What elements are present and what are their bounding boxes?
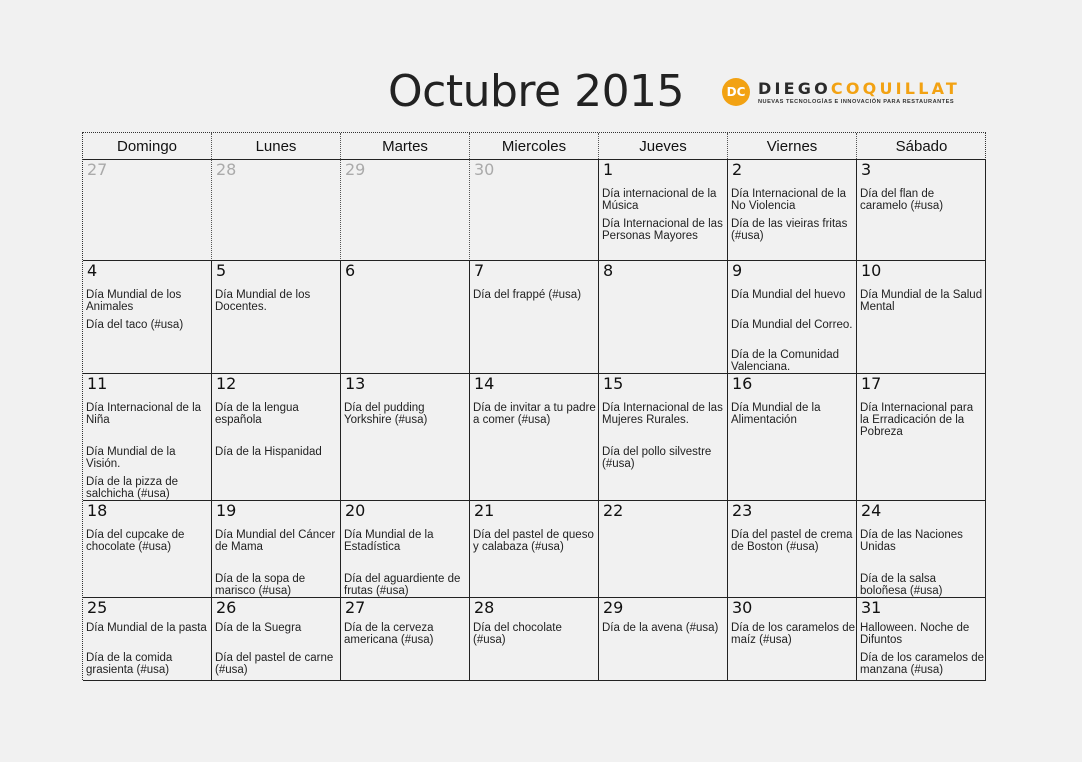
day-cell[interactable]	[727, 597, 857, 681]
day-cell[interactable]	[727, 373, 857, 501]
day-number: 19	[216, 501, 237, 520]
weekday-header: Domingo	[83, 133, 212, 159]
logo-name-part2: COQUILLAT	[830, 78, 961, 98]
day-cell[interactable]	[727, 500, 857, 598]
event-text: Día Mundial de los Animales	[86, 289, 182, 313]
event-text: Día Mundial de la Alimentación	[731, 402, 821, 426]
event-text: Día de la Suegra	[215, 622, 302, 634]
calendar-grid	[82, 132, 986, 680]
day-cell[interactable]	[340, 159, 470, 261]
day-cell[interactable]	[469, 159, 599, 261]
event-text: Día Mundial de la pasta	[86, 622, 207, 634]
day-cell[interactable]	[598, 260, 728, 374]
day-cell[interactable]	[211, 373, 341, 501]
day-number: 20	[345, 501, 366, 520]
day-cell[interactable]	[856, 159, 986, 261]
day-number: 6	[345, 261, 356, 280]
event-text: Día Mundial del Cáncer de Mama	[215, 529, 336, 553]
event-text: Día internacional de la Música	[602, 188, 717, 212]
day-number: 16	[732, 374, 753, 393]
day-cell[interactable]	[856, 597, 986, 681]
logo-name-part1: DIEGO	[758, 78, 831, 98]
day-cell[interactable]	[598, 159, 728, 261]
event-text: Día del pudding Yorkshire (#usa)	[344, 402, 428, 426]
day-number: 1	[603, 160, 614, 179]
day-cell[interactable]	[211, 159, 341, 261]
page-title: Octubre 2015	[388, 66, 685, 117]
event-text: Día del taco (#usa)	[86, 319, 184, 331]
day-number: 11	[87, 374, 108, 393]
event-text: Día del cupcake de chocolate (#usa)	[86, 529, 185, 553]
day-cell[interactable]	[83, 159, 212, 261]
day-number: 28	[216, 160, 237, 179]
day-cell[interactable]	[598, 500, 728, 598]
day-number: 7	[474, 261, 485, 280]
event-text: Día del pastel de queso y calabaza (#usa)	[473, 529, 594, 553]
day-cell[interactable]	[469, 260, 599, 374]
event-text: Día Mundial del huevo	[731, 289, 846, 301]
weekday-header: Viernes	[728, 133, 857, 159]
day-number: 22	[603, 501, 624, 520]
day-number: 14	[474, 374, 495, 393]
day-number: 23	[732, 501, 753, 520]
event-text: Día de la pizza de salchicha (#usa)	[86, 476, 179, 500]
day-cell[interactable]	[856, 373, 986, 501]
day-cell[interactable]	[211, 500, 341, 598]
day-cell[interactable]	[598, 597, 728, 681]
day-number: 4	[87, 261, 98, 280]
event-text: Halloween. Noche de Difuntos	[860, 622, 970, 646]
day-number: 29	[345, 160, 366, 179]
day-cell[interactable]	[83, 260, 212, 374]
weekday-header: Sábado	[895, 137, 948, 155]
day-cell[interactable]	[340, 597, 470, 681]
day-cell[interactable]	[469, 373, 599, 501]
weekday-header: Martes	[341, 133, 470, 159]
logo-badge-icon: DC	[722, 78, 750, 106]
event-text: Día de los caramelos de maíz (#usa)	[731, 622, 856, 646]
day-cell[interactable]	[727, 260, 857, 374]
day-cell[interactable]	[83, 597, 212, 681]
day-number: 15	[603, 374, 624, 393]
day-cell[interactable]	[340, 373, 470, 501]
event-text: Día del frappé (#usa)	[473, 289, 582, 301]
day-number: 17	[861, 374, 882, 393]
day-number: 9	[732, 261, 743, 280]
day-number: 12	[216, 374, 237, 393]
event-text: Día de invitar a tu padre a comer (#usa)	[473, 402, 596, 426]
brand-logo	[722, 78, 960, 106]
weekday-header: Miercoles	[470, 133, 599, 159]
day-number: 25	[87, 598, 108, 617]
event-text: Día de las Naciones Unidas	[860, 529, 963, 553]
event-text: Día del flan de caramelo (#usa)	[860, 188, 944, 212]
day-cell[interactable]	[856, 260, 986, 374]
logo-name	[758, 80, 960, 98]
day-number: 26	[216, 598, 237, 617]
day-cell[interactable]	[83, 373, 212, 501]
day-cell[interactable]	[727, 159, 857, 261]
event-text: Día del chocolate (#usa)	[473, 622, 562, 646]
event-text: Día Internacional de las Mujeres Rurales.	[602, 402, 723, 426]
event-text: Día de la lengua española	[215, 402, 299, 426]
day-number: 3	[861, 160, 872, 179]
day-number: 30	[732, 598, 753, 617]
logo-text	[758, 80, 960, 105]
event-text: Día Internacional de la No Violencia	[731, 188, 847, 212]
day-cell[interactable]	[83, 500, 212, 598]
event-text: Día Mundial de la Salud Mental	[860, 289, 983, 313]
day-number: 27	[87, 160, 108, 179]
day-number: 8	[603, 261, 614, 280]
event-text: Día de la comida grasienta (#usa)	[86, 652, 173, 676]
event-text: Día de los caramelos de manzana (#usa)	[860, 652, 985, 676]
day-number: 31	[861, 598, 882, 617]
event-text: Día del pastel de carne (#usa)	[215, 652, 334, 676]
event-text: Día Internacional de las Personas Mayores	[602, 218, 723, 242]
event-text: Día Mundial de la Visión.	[86, 446, 176, 470]
day-cell[interactable]	[598, 373, 728, 501]
day-cell[interactable]	[211, 260, 341, 374]
day-number: 28	[474, 598, 495, 617]
event-text: Día del pastel de crema de Boston (#usa)	[731, 529, 853, 553]
day-number: 27	[345, 598, 366, 617]
event-text: Día Mundial del Correo.	[731, 319, 853, 331]
weekday-header: Lunes	[212, 133, 341, 159]
event-text: Día Internacional para la Erradicación de la Pobreza	[860, 402, 974, 438]
event-text: Día de las vieiras fritas (#usa)	[731, 218, 848, 242]
event-text: Día Mundial de los Docentes.	[215, 289, 311, 313]
event-text: Día de la sopa de marisco (#usa)	[215, 573, 306, 597]
day-cell[interactable]	[856, 500, 986, 598]
day-number: 13	[345, 374, 366, 393]
day-number: 24	[861, 501, 882, 520]
logo-tagline: NUEVAS TECNOLOGÍAS E INNOVACIÓN PARA RESTAURANTES	[758, 98, 955, 105]
day-number: 5	[216, 261, 227, 280]
day-number: 10	[861, 261, 882, 280]
day-number: 29	[603, 598, 624, 617]
event-text: Día Mundial de la Estadística	[344, 529, 434, 553]
day-cell[interactable]	[211, 597, 341, 681]
day-cell[interactable]	[469, 597, 599, 681]
day-cell[interactable]	[340, 500, 470, 598]
event-text: Día de la cerveza americana (#usa)	[344, 622, 434, 646]
event-text: Día del pollo silvestre (#usa)	[602, 446, 712, 470]
event-text: Día de la Comunidad Valenciana.	[731, 349, 840, 373]
day-cell[interactable]	[469, 500, 599, 598]
day-number: 21	[474, 501, 495, 520]
day-number: 2	[732, 160, 743, 179]
day-number: 30	[474, 160, 495, 179]
event-text: Día del aguardiente de frutas (#usa)	[344, 573, 461, 597]
event-text: Día de la salsa boloñesa (#usa)	[860, 573, 943, 597]
weekday-header: Jueves	[599, 133, 728, 159]
day-cell[interactable]	[340, 260, 470, 374]
event-text: Día Internacional de la Niña	[86, 402, 202, 426]
day-number: 18	[87, 501, 108, 520]
event-text: Día de la avena (#usa)	[602, 622, 719, 634]
event-text: Día de la Hispanidad	[215, 446, 322, 458]
